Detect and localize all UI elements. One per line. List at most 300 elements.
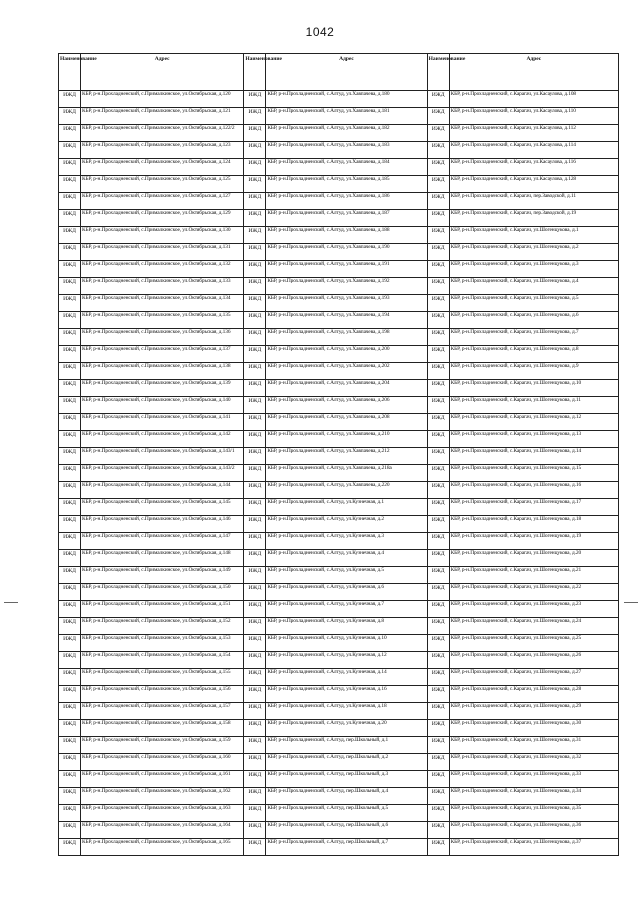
address-cell: КБР, р-н.Прохладненский, с.Карагач, ул.Шогенцукова, д.20	[449, 550, 618, 567]
address-cell: КБР, р-н.Прохладненский, с.Карагач, ул.Шогенцукова, д.1	[449, 227, 618, 244]
object-type-cell: ИЖД	[244, 822, 266, 839]
address-cell: КБР, р-н.Прохладненский, с.Прималкинское, ул.Октябрьская, д.132	[81, 261, 244, 278]
address-cell: КБР, р-н.Прохладненский, с.Карагач, ул.Шогенцукова, д.36	[449, 822, 618, 839]
table-row	[59, 295, 619, 312]
object-type-cell: ИЖД	[244, 686, 266, 703]
address-cell: КБР, р-н.Прохладненский, с.Прималкинское, ул.Октябрьская, д.147	[81, 533, 244, 550]
object-type-cell: ИЖД	[59, 737, 81, 754]
object-type-cell: ИЖД	[244, 397, 266, 414]
object-type-cell: ИЖД	[59, 669, 81, 686]
table-row	[59, 635, 619, 652]
address-cell: КБР, р-н.Прохладненский, с.Алтуд, ул.Хавпачева, д.202	[266, 363, 427, 380]
object-type-cell: ИЖД	[427, 125, 449, 142]
table-row	[59, 210, 619, 227]
object-type-cell: ИЖД	[427, 159, 449, 176]
address-cell: КБР, р-н.Прохладненский, с.Прималкинское, ул.Октябрьская, д.143/2	[81, 465, 244, 482]
object-type-cell: ИЖД	[59, 244, 81, 261]
object-type-cell: ИЖД	[244, 363, 266, 380]
address-cell: КБР, р-н.Прохладненский, с.Прималкинское, ул.Октябрьская, д.152	[81, 618, 244, 635]
address-cell: КБР, р-н.Прохладненский, с.Алтуд, ул.Кузнечная, д.2	[266, 516, 427, 533]
object-type-cell: ИЖД	[59, 652, 81, 669]
address-cell: КБР, р-н.Прохладненский, с.Прималкинское, ул.Октябрьская, д.161	[81, 771, 244, 788]
object-type-cell: ИЖД	[59, 550, 81, 567]
address-cell: КБР, р-н.Прохладненский, с.Алтуд, ул.Кузнечная, д.12	[266, 652, 427, 669]
object-type-cell: ИЖД	[59, 329, 81, 346]
address-cell: КБР, р-н.Прохладненский, с.Карагач, ул.Шогенцукова, д.26	[449, 652, 618, 669]
object-type-cell: ИЖД	[59, 805, 81, 822]
object-type-cell: ИЖД	[59, 431, 81, 448]
table-row	[59, 142, 619, 159]
object-type-cell: ИЖД	[59, 839, 81, 856]
address-cell: КБР, р-н.Прохладненский, с.Карагач, ул.Шогенцукова, д.29	[449, 703, 618, 720]
object-type-cell: ИЖД	[244, 159, 266, 176]
address-cell: КБР, р-н.Прохладненский, с.Прималкинское, ул.Октябрьская, д.123	[81, 142, 244, 159]
object-type-cell: ИЖД	[427, 176, 449, 193]
table-row	[59, 533, 619, 550]
object-type-cell: ИЖД	[59, 533, 81, 550]
object-type-cell: ИЖД	[59, 414, 81, 431]
object-type-cell: ИЖД	[244, 635, 266, 652]
object-type-cell: ИЖД	[244, 448, 266, 465]
object-type-cell: ИЖД	[59, 448, 81, 465]
object-type-cell: ИЖД	[59, 108, 81, 125]
address-cell: КБР, р-н.Прохладненский, с.Прималкинское, ул.Октябрьская, д.122/2	[81, 125, 244, 142]
object-type-cell: ИЖД	[244, 329, 266, 346]
object-type-cell: ИЖД	[59, 312, 81, 329]
table-row	[59, 465, 619, 482]
address-cell: КБР, р-н.Прохладненский, с.Алтуд, ул.Кузнечная, д.5	[266, 567, 427, 584]
object-type-cell: ИЖД	[427, 397, 449, 414]
address-cell: КБР, р-н.Прохладненский, с.Прималкинское, ул.Октябрьская, д.145	[81, 499, 244, 516]
address-cell: КБР, р-н.Прохладненский, с.Карагач, ул.Шогенцукова, д.3	[449, 261, 618, 278]
object-type-cell: ИЖД	[59, 363, 81, 380]
object-type-cell: ИЖД	[427, 499, 449, 516]
address-cell: КБР, р-н.Прохладненский, с.Прималкинское, ул.Октябрьская, д.149	[81, 567, 244, 584]
object-type-cell: ИЖД	[244, 720, 266, 737]
address-cell: КБР, р-н.Прохладненский, с.Прималкинское, ул.Октябрьская, д.165	[81, 839, 244, 856]
table-row	[59, 584, 619, 601]
address-cell: КБР, р-н.Прохладненский, с.Прималкинское, ул.Октябрьская, д.159	[81, 737, 244, 754]
object-type-cell: ИЖД	[244, 295, 266, 312]
object-type-cell: ИЖД	[59, 397, 81, 414]
table-row	[59, 788, 619, 805]
address-cell: КБР, р-н.Прохладненский, с.Прималкинское, ул.Октябрьская, д.153	[81, 635, 244, 652]
object-type-cell: ИЖД	[427, 703, 449, 720]
address-cell: КБР, р-н.Прохладненский, с.Прималкинское, ул.Октябрьская, д.156	[81, 686, 244, 703]
object-type-cell: ИЖД	[244, 618, 266, 635]
object-type-cell: ИЖД	[427, 380, 449, 397]
left-margin-mark	[4, 602, 18, 603]
object-type-cell: ИЖД	[59, 499, 81, 516]
address-cell: КБР, р-н.Прохладненский, с.Карагач, ул.Шогенцукова, д.28	[449, 686, 618, 703]
address-cell: КБР, р-н.Прохладненский, с.Карагач, ул.Шогенцукова, д.11	[449, 397, 618, 414]
object-type-cell: ИЖД	[59, 380, 81, 397]
object-type-cell: ИЖД	[59, 176, 81, 193]
object-type-cell: ИЖД	[244, 465, 266, 482]
object-type-cell: ИЖД	[427, 329, 449, 346]
object-type-cell: ИЖД	[427, 431, 449, 448]
address-cell: КБР, р-н.Прохладненский, с.Алтуд, ул.Кузнечная, д.18	[266, 703, 427, 720]
object-type-cell: ИЖД	[244, 839, 266, 856]
address-cell: КБР, р-н.Прохладненский, с.Прималкинское, ул.Октябрьская, д.121	[81, 108, 244, 125]
object-type-cell: ИЖД	[427, 295, 449, 312]
object-type-cell: ИЖД	[244, 142, 266, 159]
object-type-cell: ИЖД	[427, 822, 449, 839]
address-cell: КБР, р-н.Прохладненский, с.Прималкинское, ул.Октябрьская, д.154	[81, 652, 244, 669]
object-type-cell: ИЖД	[427, 193, 449, 210]
object-type-cell: ИЖД	[244, 108, 266, 125]
object-type-cell: ИЖД	[427, 533, 449, 550]
object-type-cell: ИЖД	[59, 142, 81, 159]
address-cell: КБР, р-н.Прохладненский, с.Алтуд, пер.Школьный, д.4	[266, 788, 427, 805]
object-type-cell: ИЖД	[59, 720, 81, 737]
table-row	[59, 159, 619, 176]
address-cell: КБР, р-н.Прохладненский, с.Прималкинское, ул.Октябрьская, д.124	[81, 159, 244, 176]
object-type-cell: ИЖД	[59, 261, 81, 278]
header-row	[59, 54, 619, 91]
header-type-3: Наименование	[427, 54, 449, 91]
header-address-1: Адрес	[81, 54, 244, 91]
object-type-cell: ИЖД	[244, 703, 266, 720]
object-type-cell: ИЖД	[244, 499, 266, 516]
address-cell: КБР, р-н.Прохладненский, с.Карагач, ул.Касаулова, д.112	[449, 125, 618, 142]
table-row	[59, 839, 619, 856]
object-type-cell: ИЖД	[244, 601, 266, 618]
object-type-cell: ИЖД	[59, 601, 81, 618]
address-cell: КБР, р-н.Прохладненский, с.Карагач, ул.Шогенцукова, д.18	[449, 516, 618, 533]
object-type-cell: ИЖД	[427, 720, 449, 737]
object-type-cell: ИЖД	[427, 618, 449, 635]
object-type-cell: ИЖД	[244, 516, 266, 533]
address-cell: КБР, р-н.Прохладненский, с.Карагач, ул.Шогенцукова, д.30	[449, 720, 618, 737]
address-cell: КБР, р-н.Прохладненский, с.Алтуд, ул.Хавпачева, д.192	[266, 278, 427, 295]
address-cell: КБР, р-н.Прохладненский, с.Алтуд, ул.Хавпачева, д.184	[266, 159, 427, 176]
object-type-cell: ИЖД	[59, 346, 81, 363]
object-type-cell: ИЖД	[59, 193, 81, 210]
object-type-cell: ИЖД	[59, 482, 81, 499]
object-type-cell: ИЖД	[59, 584, 81, 601]
object-type-cell: ИЖД	[59, 295, 81, 312]
table-row	[59, 703, 619, 720]
table-row	[59, 567, 619, 584]
object-type-cell: ИЖД	[427, 686, 449, 703]
object-type-cell: ИЖД	[244, 227, 266, 244]
object-type-cell: ИЖД	[427, 465, 449, 482]
address-cell: КБР, р-н.Прохладненский, с.Прималкинское, ул.Октябрьская, д.163	[81, 805, 244, 822]
object-type-cell: ИЖД	[427, 771, 449, 788]
address-cell: КБР, р-н.Прохладненский, с.Алтуд, пер.Школьный, д.7	[266, 839, 427, 856]
address-cell: КБР, р-н.Прохладненский, с.Алтуд, ул.Хавпачева, д.204	[266, 380, 427, 397]
object-type-cell: ИЖД	[244, 431, 266, 448]
object-type-cell: ИЖД	[427, 346, 449, 363]
table-row	[59, 652, 619, 669]
object-type-cell: ИЖД	[427, 584, 449, 601]
address-cell: КБР, р-н.Прохладненский, с.Прималкинское, ул.Октябрьская, д.162	[81, 788, 244, 805]
address-cell: КБР, р-н.Прохладненский, с.Алтуд, пер.Школьный, д.3	[266, 771, 427, 788]
address-cell: КБР, р-н.Прохладненский, с.Прималкинское, ул.Октябрьская, д.151	[81, 601, 244, 618]
table-row	[59, 125, 619, 142]
address-cell: КБР, р-н.Прохладненский, с.Карагач, ул.Шогенцукова, д.21	[449, 567, 618, 584]
object-type-cell: ИЖД	[244, 550, 266, 567]
table-row	[59, 754, 619, 771]
address-cell: КБР, р-н.Прохладненский, с.Алтуд, ул.Хавпачева, д.188	[266, 227, 427, 244]
object-type-cell: ИЖД	[244, 652, 266, 669]
address-cell: КБР, р-н.Прохладненский, с.Прималкинское, ул.Октябрьская, д.139	[81, 380, 244, 397]
address-cell: КБР, р-н.Прохладненский, с.Алтуд, ул.Кузнечная, д.7	[266, 601, 427, 618]
object-type-cell: ИЖД	[427, 788, 449, 805]
address-cell: КБР, р-н.Прохладненский, с.Карагач, ул.Шогенцукова, д.19	[449, 533, 618, 550]
address-cell: КБР, р-н.Прохладненский, с.Алтуд, ул.Кузнечная, д.14	[266, 669, 427, 686]
address-cell: КБР, р-н.Прохладненский, с.Алтуд, ул.Хавпачева, д.185	[266, 176, 427, 193]
object-type-cell: ИЖД	[244, 210, 266, 227]
page-number: 1042	[305, 25, 335, 39]
object-type-cell: ИЖД	[427, 261, 449, 278]
address-cell: КБР, р-н.Прохладненский, с.Прималкинское, ул.Октябрьская, д.129	[81, 210, 244, 227]
table-row	[59, 397, 619, 414]
table-row	[59, 193, 619, 210]
object-type-cell: ИЖД	[427, 635, 449, 652]
address-cell: КБР, р-н.Прохладненский, с.Алтуд, ул.Хавпачева, д.212	[266, 448, 427, 465]
address-cell: КБР, р-н.Прохладненский, с.Карагач, пер.Заводской, д.19	[449, 210, 618, 227]
object-type-cell: ИЖД	[59, 754, 81, 771]
address-cell: КБР, р-н.Прохладненский, с.Карагач, ул.Шогенцукова, д.32	[449, 754, 618, 771]
table-row	[59, 380, 619, 397]
address-cell: КБР, р-н.Прохладненский, с.Карагач, ул.Шогенцукова, д.15	[449, 465, 618, 482]
address-cell: КБР, р-н.Прохладненский, с.Алтуд, ул.Хавпачева, д.210	[266, 431, 427, 448]
address-cell: КБР, р-н.Прохладненский, с.Прималкинское, ул.Октябрьская, д.157	[81, 703, 244, 720]
address-cell: КБР, р-н.Прохладненский, с.Карагач, ул.Шогенцукова, д.37	[449, 839, 618, 856]
address-cell: КБР, р-н.Прохладненский, с.Карагач, ул.Касаулова, д.108	[449, 91, 618, 108]
address-cell: КБР, р-н.Прохладненский, с.Карагач, ул.Шогенцукова, д.6	[449, 312, 618, 329]
address-cell: КБР, р-н.Прохладненский, с.Алтуд, пер.Школьный, д.6	[266, 822, 427, 839]
object-type-cell: ИЖД	[59, 771, 81, 788]
address-cell: КБР, р-н.Прохладненский, с.Прималкинское, ул.Октябрьская, д.143/1	[81, 448, 244, 465]
object-type-cell: ИЖД	[59, 159, 81, 176]
object-type-cell: ИЖД	[59, 618, 81, 635]
address-cell: КБР, р-н.Прохладненский, с.Карагач, ул.Касаулова, д.110	[449, 108, 618, 125]
address-cell: КБР, р-н.Прохладненский, с.Прималкинское, ул.Октябрьская, д.150	[81, 584, 244, 601]
object-type-cell: ИЖД	[244, 414, 266, 431]
object-type-cell: ИЖД	[244, 737, 266, 754]
address-cell: КБР, р-н.Прохладненский, с.Прималкинское, ул.Октябрьская, д.148	[81, 550, 244, 567]
table-row	[59, 227, 619, 244]
address-cell: КБР, р-н.Прохладненский, с.Алтуд, ул.Хавпачева, д.187	[266, 210, 427, 227]
object-type-cell: ИЖД	[59, 91, 81, 108]
object-type-cell: ИЖД	[427, 227, 449, 244]
table-row	[59, 516, 619, 533]
address-cell: КБР, р-н.Прохладненский, с.Карагач, ул.Шогенцукова, д.4	[449, 278, 618, 295]
address-cell: КБР, р-н.Прохладненский, с.Алтуд, ул.Хавпачева, д.206	[266, 397, 427, 414]
object-type-cell: ИЖД	[427, 244, 449, 261]
table-row	[59, 737, 619, 754]
object-type-cell: ИЖД	[427, 839, 449, 856]
table-row	[59, 771, 619, 788]
object-type-cell: ИЖД	[59, 686, 81, 703]
table-body	[59, 91, 619, 856]
object-type-cell: ИЖД	[244, 91, 266, 108]
object-type-cell: ИЖД	[427, 278, 449, 295]
object-type-cell: ИЖД	[427, 567, 449, 584]
address-cell: КБР, р-н.Прохладненский, с.Прималкинское, ул.Октябрьская, д.127	[81, 193, 244, 210]
address-cell: КБР, р-н.Прохладненский, с.Карагач, пер.Заводской, д.11	[449, 193, 618, 210]
header-address-3: Адрес	[449, 54, 618, 91]
address-cell: КБР, р-н.Прохладненский, с.Алтуд, ул.Хавпачева, д.181	[266, 108, 427, 125]
object-type-cell: ИЖД	[59, 635, 81, 652]
object-type-cell: ИЖД	[427, 448, 449, 465]
address-cell: КБР, р-н.Прохладненский, с.Прималкинское, ул.Октябрьская, д.125	[81, 176, 244, 193]
address-cell: КБР, р-н.Прохладненский, с.Алтуд, пер.Школьный, д.5	[266, 805, 427, 822]
address-cell: КБР, р-н.Прохладненский, с.Прималкинское, ул.Октябрьская, д.144	[81, 482, 244, 499]
table-row	[59, 601, 619, 618]
object-type-cell: ИЖД	[244, 788, 266, 805]
address-cell: КБР, р-н.Прохладненский, с.Прималкинское, ул.Октябрьская, д.142	[81, 431, 244, 448]
address-cell: КБР, р-н.Прохладненский, с.Алтуд, ул.Хавпачева, д.183	[266, 142, 427, 159]
object-type-cell: ИЖД	[244, 346, 266, 363]
object-type-cell: ИЖД	[427, 550, 449, 567]
address-cell: КБР, р-н.Прохладненский, с.Алтуд, ул.Хавпачева, д.200	[266, 346, 427, 363]
address-cell: КБР, р-н.Прохладненский, с.Алтуд, ул.Хавпачева, д.190	[266, 244, 427, 261]
address-cell: КБР, р-н.Прохладненский, с.Карагач, ул.Шогенцукова, д.7	[449, 329, 618, 346]
table-row	[59, 499, 619, 516]
object-type-cell: ИЖД	[244, 805, 266, 822]
table-row	[59, 822, 619, 839]
object-type-cell: ИЖД	[427, 669, 449, 686]
address-cell: КБР, р-н.Прохладненский, с.Алтуд, ул.Хавпачева, д.180	[266, 91, 427, 108]
address-cell: КБР, р-н.Прохладненский, с.Прималкинское, ул.Октябрьская, д.131	[81, 244, 244, 261]
header-type-2: Наименование	[244, 54, 266, 91]
table-row	[59, 278, 619, 295]
table-row	[59, 244, 619, 261]
address-cell: КБР, р-н.Прохладненский, с.Карагач, ул.Шогенцукова, д.27	[449, 669, 618, 686]
address-cell: КБР, р-н.Прохладненский, с.Алтуд, ул.Кузнечная, д.3	[266, 533, 427, 550]
object-type-cell: ИЖД	[427, 805, 449, 822]
object-type-cell: ИЖД	[427, 91, 449, 108]
table-row	[59, 312, 619, 329]
table-row	[59, 550, 619, 567]
object-type-cell: ИЖД	[244, 567, 266, 584]
address-cell: КБР, р-н.Прохладненский, с.Прималкинское, ул.Октябрьская, д.138	[81, 363, 244, 380]
object-type-cell: ИЖД	[59, 788, 81, 805]
header-address-2: Адрес	[266, 54, 427, 91]
address-cell: КБР, р-н.Прохладненский, с.Карагач, ул.Шогенцукова, д.23	[449, 601, 618, 618]
address-cell: КБР, р-н.Прохладненский, с.Алтуд, ул.Хавпачева, д.191	[266, 261, 427, 278]
address-table	[58, 53, 619, 856]
address-cell: КБР, р-н.Прохладненский, с.Алтуд, ул.Хавпачева, д.186	[266, 193, 427, 210]
address-cell: КБР, р-н.Прохладненский, с.Прималкинское, ул.Октябрьская, д.140	[81, 397, 244, 414]
address-cell: КБР, р-н.Прохладненский, с.Прималкинское, ул.Октябрьская, д.134	[81, 295, 244, 312]
address-cell: КБР, р-н.Прохладненский, с.Карагач, ул.Шогенцукова, д.10	[449, 380, 618, 397]
object-type-cell: ИЖД	[427, 516, 449, 533]
object-type-cell: ИЖД	[244, 193, 266, 210]
address-cell: КБР, р-н.Прохладненский, с.Карагач, ул.Касаулова, д.114	[449, 142, 618, 159]
object-type-cell: ИЖД	[427, 414, 449, 431]
object-type-cell: ИЖД	[427, 754, 449, 771]
address-cell: КБР, р-н.Прохладненский, с.Алтуд, ул.Кузнечная, д.6	[266, 584, 427, 601]
address-cell: КБР, р-н.Прохладненский, с.Прималкинское, ул.Октябрьская, д.120	[81, 91, 244, 108]
object-type-cell: ИЖД	[427, 737, 449, 754]
address-cell: КБР, р-н.Прохладненский, с.Прималкинское, ул.Октябрьская, д.135	[81, 312, 244, 329]
address-cell: КБР, р-н.Прохладненский, с.Алтуд, ул.Кузнечная, д.16	[266, 686, 427, 703]
object-type-cell: ИЖД	[244, 482, 266, 499]
table-row	[59, 414, 619, 431]
right-margin-mark	[624, 602, 638, 603]
table-row	[59, 108, 619, 125]
table-row	[59, 669, 619, 686]
address-cell: КБР, р-н.Прохладненский, с.Прималкинское, ул.Октябрьская, д.136	[81, 329, 244, 346]
address-cell: КБР, р-н.Прохладненский, с.Алтуд, ул.Хавпачева, д.218а	[266, 465, 427, 482]
address-cell: КБР, р-н.Прохладненский, с.Алтуд, ул.Хавпачева, д.220	[266, 482, 427, 499]
address-cell: КБР, р-н.Прохладненский, с.Карагач, ул.Шогенцукова, д.16	[449, 482, 618, 499]
address-cell: КБР, р-н.Прохладненский, с.Алтуд, пер.Школьный, д.2	[266, 754, 427, 771]
address-cell: КБР, р-н.Прохладненский, с.Карагач, ул.Шогенцукова, д.34	[449, 788, 618, 805]
address-cell: КБР, р-н.Прохладненский, с.Карагач, ул.Шогенцукова, д.17	[449, 499, 618, 516]
object-type-cell: ИЖД	[59, 567, 81, 584]
table-row	[59, 346, 619, 363]
address-cell: КБР, р-н.Прохладненский, с.Карагач, ул.Шогенцукова, д.22	[449, 584, 618, 601]
object-type-cell: ИЖД	[59, 125, 81, 142]
object-type-cell: ИЖД	[244, 533, 266, 550]
address-cell: КБР, р-н.Прохладненский, с.Прималкинское, ул.Октябрьская, д.160	[81, 754, 244, 771]
object-type-cell: ИЖД	[427, 210, 449, 227]
object-type-cell: ИЖД	[244, 125, 266, 142]
address-cell: КБР, р-н.Прохладненский, с.Алтуд, ул.Хавпачева, д.193	[266, 295, 427, 312]
table-row	[59, 363, 619, 380]
object-type-cell: ИЖД	[59, 227, 81, 244]
address-cell: КБР, р-н.Прохладненский, с.Карагач, ул.Касаулова, д.128	[449, 176, 618, 193]
address-cell: КБР, р-н.Прохладненский, с.Алтуд, ул.Хавпачева, д.198	[266, 329, 427, 346]
table-row	[59, 91, 619, 108]
object-type-cell: ИЖД	[244, 754, 266, 771]
object-type-cell: ИЖД	[244, 380, 266, 397]
address-cell: КБР, р-н.Прохладненский, с.Прималкинское, ул.Октябрьская, д.155	[81, 669, 244, 686]
address-cell: КБР, р-н.Прохладненский, с.Алтуд, ул.Кузнечная, д.20	[266, 720, 427, 737]
table-row	[59, 482, 619, 499]
address-cell: КБР, р-н.Прохладненский, с.Алтуд, пер.Школьный, д.1	[266, 737, 427, 754]
address-cell: КБР, р-н.Прохладненский, с.Прималкинское, ул.Октябрьская, д.130	[81, 227, 244, 244]
table-row	[59, 686, 619, 703]
object-type-cell: ИЖД	[427, 312, 449, 329]
table-row	[59, 329, 619, 346]
address-cell: КБР, р-н.Прохладненский, с.Карагач, ул.Шогенцукова, д.5	[449, 295, 618, 312]
object-type-cell: ИЖД	[244, 261, 266, 278]
address-cell: КБР, р-н.Прохладненский, с.Алтуд, ул.Кузнечная, д.4	[266, 550, 427, 567]
address-cell: КБР, р-н.Прохладненский, с.Прималкинское, ул.Октябрьская, д.164	[81, 822, 244, 839]
table-row	[59, 618, 619, 635]
object-type-cell: ИЖД	[427, 363, 449, 380]
object-type-cell: ИЖД	[244, 669, 266, 686]
table-row	[59, 720, 619, 737]
address-cell: КБР, р-н.Прохладненский, с.Карагач, ул.Шогенцукова, д.35	[449, 805, 618, 822]
address-cell: КБР, р-н.Прохладненский, с.Алтуд, ул.Кузнечная, д.10	[266, 635, 427, 652]
address-cell: КБР, р-н.Прохладненский, с.Алтуд, ул.Хавпачева, д.208	[266, 414, 427, 431]
address-cell: КБР, р-н.Прохладненский, с.Прималкинское, ул.Октябрьская, д.158	[81, 720, 244, 737]
object-type-cell: ИЖД	[427, 652, 449, 669]
object-type-cell: ИЖД	[244, 176, 266, 193]
address-cell: КБР, р-н.Прохладненский, с.Алтуд, ул.Хавпачева, д.194	[266, 312, 427, 329]
address-cell: КБР, р-н.Прохладненский, с.Алтуд, ул.Хавпачева, д.182	[266, 125, 427, 142]
address-cell: КБР, р-н.Прохладненский, с.Прималкинское, ул.Октябрьская, д.137	[81, 346, 244, 363]
address-cell: КБР, р-н.Прохладненский, с.Карагач, ул.Шогенцукова, д.25	[449, 635, 618, 652]
object-type-cell: ИЖД	[244, 584, 266, 601]
object-type-cell: ИЖД	[244, 771, 266, 788]
address-cell: КБР, р-н.Прохладненский, с.Карагач, ул.Шогенцукова, д.13	[449, 431, 618, 448]
address-cell: КБР, р-н.Прохладненский, с.Алтуд, ул.Кузнечная, д.1	[266, 499, 427, 516]
object-type-cell: ИЖД	[59, 278, 81, 295]
table-row	[59, 261, 619, 278]
address-cell: КБР, р-н.Прохладненский, с.Карагач, ул.Шогенцукова, д.9	[449, 363, 618, 380]
object-type-cell: ИЖД	[427, 142, 449, 159]
header-type-1: Наименование	[59, 54, 81, 91]
